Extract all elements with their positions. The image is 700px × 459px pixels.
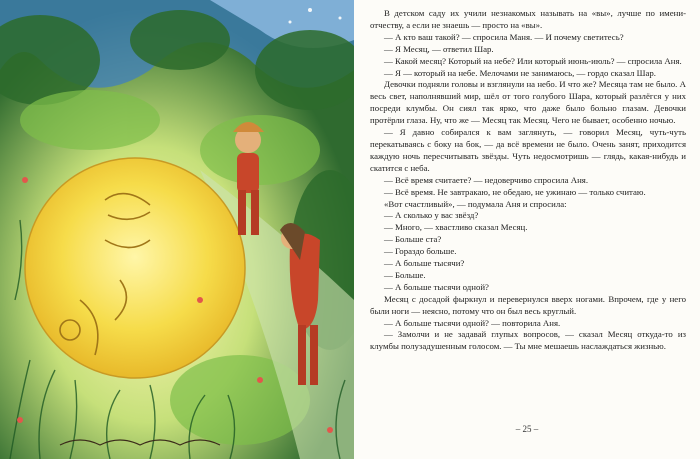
story-text (370, 8, 686, 353)
page-number: – 25 – (515, 424, 539, 434)
paragraph: — Всё время. Не завтракаю, не обедаю, не ужинаю — только считаю. (384, 186, 646, 197)
paragraph: — Какой месяц? Который на небе? Или который июнь-июль? — спросила Аня. (384, 55, 682, 66)
paragraph: «Вот счастливый», — подумала Аня и спросила: (384, 198, 567, 209)
paragraph: — А сколько у вас звёзд? (384, 210, 479, 221)
paragraph: — Я Месяц, — ответил Шар. (384, 43, 494, 54)
paragraph: — Больше. (384, 269, 426, 280)
text-page (354, 0, 700, 459)
paragraph: — Больше ста? (384, 234, 442, 245)
paragraph: — Я давно собирался к вам заглянуть, — говорил Месяц, чуть-чуть перекатываясь с боку на бок, — да всё времени не было. Очень занят, приходится каждую ночь пересчитывать звёзды. Чуть недосмотришь — глядь, какая-нибудь и скатится с неба. (370, 127, 686, 173)
paragraph: — Гораздо больше. (384, 246, 457, 257)
paragraph: Месяц с досадой фыркнул и перевернулся вверх ногами. Впрочем, где у него были ноги — неясно, потому что он был весь круглый. (370, 293, 686, 316)
paragraph: — Я — который на небе. Мелочами не занимаюсь, — гордо сказал Шар. (384, 67, 656, 78)
paragraph: — А больше тысячи одной? (384, 281, 489, 292)
paragraph: — Замолчи и не задавай глупых вопросов, — сказал Месяц откуда-то из клумбы полузадушенным голосом. — Ты мне мешаешь наслаждаться жизнью. (370, 329, 686, 352)
paragraph: Девочки подняли головы и взглянули на небо. И что же? Месяца там не было. А весь свет, наполнявший мир, шёл от того голубого Шара, который разлёгся у них посреди клумбы. Он сиял так ярко, что даже было больно глазам. Девочки протёрли глаза. Ну, что же — Месяц так Месяц. Чего не бывает, особенно ночью. (370, 79, 686, 126)
paragraph: — А кто ваш такой? — спросила Маня. — И почему светитесь? (384, 31, 624, 42)
paragraph: — Много, — хвастливо сказал Месяц. (384, 222, 528, 233)
paragraph: — А больше тысячи одной? — повторила Аня. (384, 317, 561, 328)
paragraph: — Всё время считаете? — недоверчиво спросила Аня. (384, 174, 589, 185)
paragraph: В детском саду их учили незнакомых называть на «вы», лучше по имени-отчеству, а если не знаешь — просто на «вы». (370, 8, 686, 30)
paragraph: — А больше тысячи? (384, 258, 465, 269)
